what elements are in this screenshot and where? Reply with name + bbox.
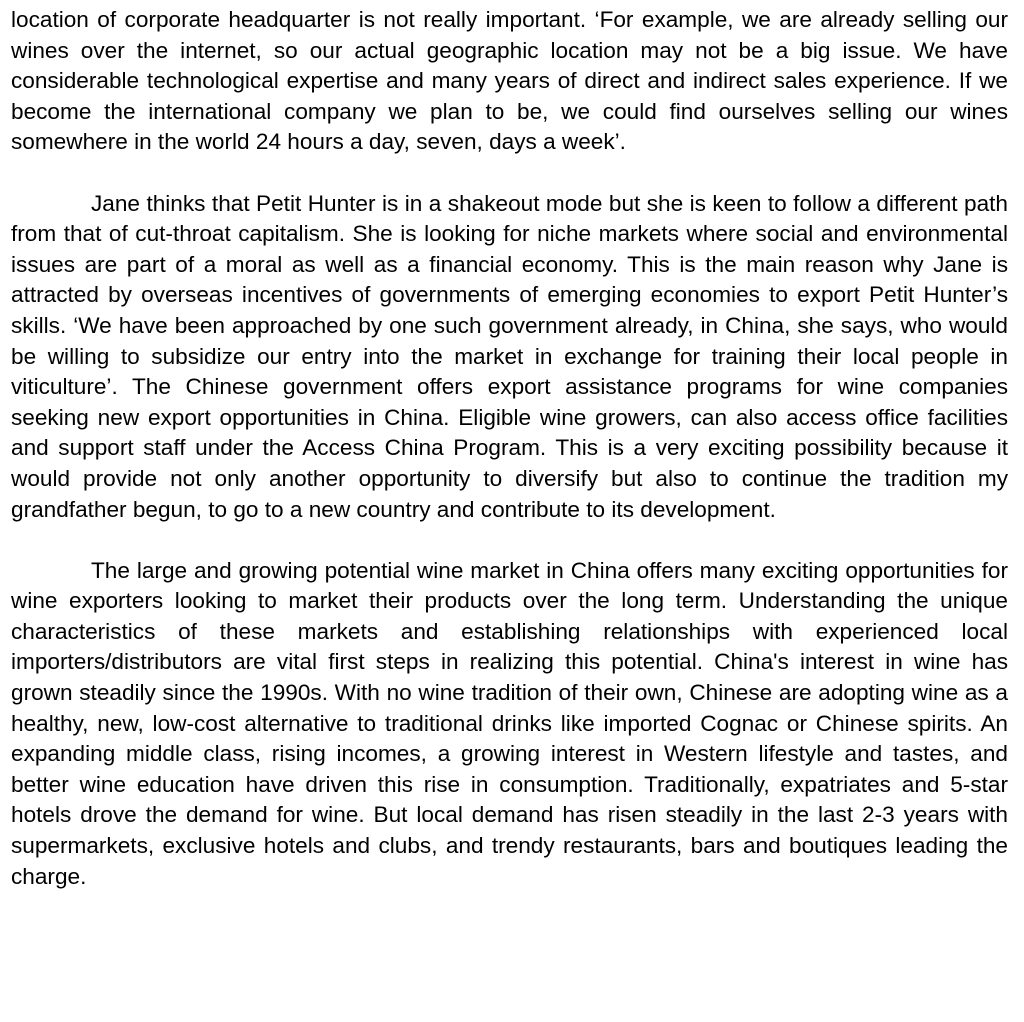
paragraph-jane-niche-markets: Jane thinks that Petit Hunter is in a shakeout mode but she is keen to follow a different path from that of cut-throat capitalism. She is looking for niche markets where social and environmental issues are part of a moral as well as a financial economy. This is the main reason why Jane is attracted by overseas incentives of governments of emerging economies to export Petit Hunter’s skills. ‘We have been approached by one such government already, in China, she says, who would be willing to subsidize our entry into the market in exchange for training their local people in viticulture’. The Chinese government offers export assistance programs for wine companies seeking new export opportunities in China. Eligible wine growers, can also access office facilities and support staff under the Access China Program. This is a very exciting possibility because it would provide not only another opportunity to diversify but also to continue the tradition my grandfather begun, to go to a new country and contribute to its development. xyxy=(11,190,1008,522)
paragraph-china-wine-market: The large and growing potential wine market in China offers many exciting opportunities for wine exporters looking to market their products over the long term. Understanding the unique characteristics of these markets and establishing relationships with experienced local importers/distributors are vital first steps in realizing this potential. China's interest in wine has grown steadily since the 1990s. With no wine tradition of their own, Chinese are adopting wine as a healthy, new, low-cost alternative to traditional drinks like imported Cognac or Chinese spirits. An expanding middle class, rising incomes, a growing interest in Western lifestyle and tastes, and better wine education have driven this rise in consumption. Traditionally, expatriates and 5-star hotels drove the demand for wine. But local demand has risen steadily in the last 2-3 years with supermarkets, exclusive hotels and clubs, and trendy restaurants, bars and boutiques leading the charge. xyxy=(11,557,1008,889)
paragraph-headquarters-location: location of corporate headquarter is not really important. ‘For example, we are already selling our wines over the internet, so our actual geographic location may not be a big issue. We have considerable technological expertise and many years of direct and indirect sales experience. If we become the international company we plan to be, we could find ourselves selling our wines somewhere in the world 24 hours a day, seven, days a week’. xyxy=(11,7,1008,155)
